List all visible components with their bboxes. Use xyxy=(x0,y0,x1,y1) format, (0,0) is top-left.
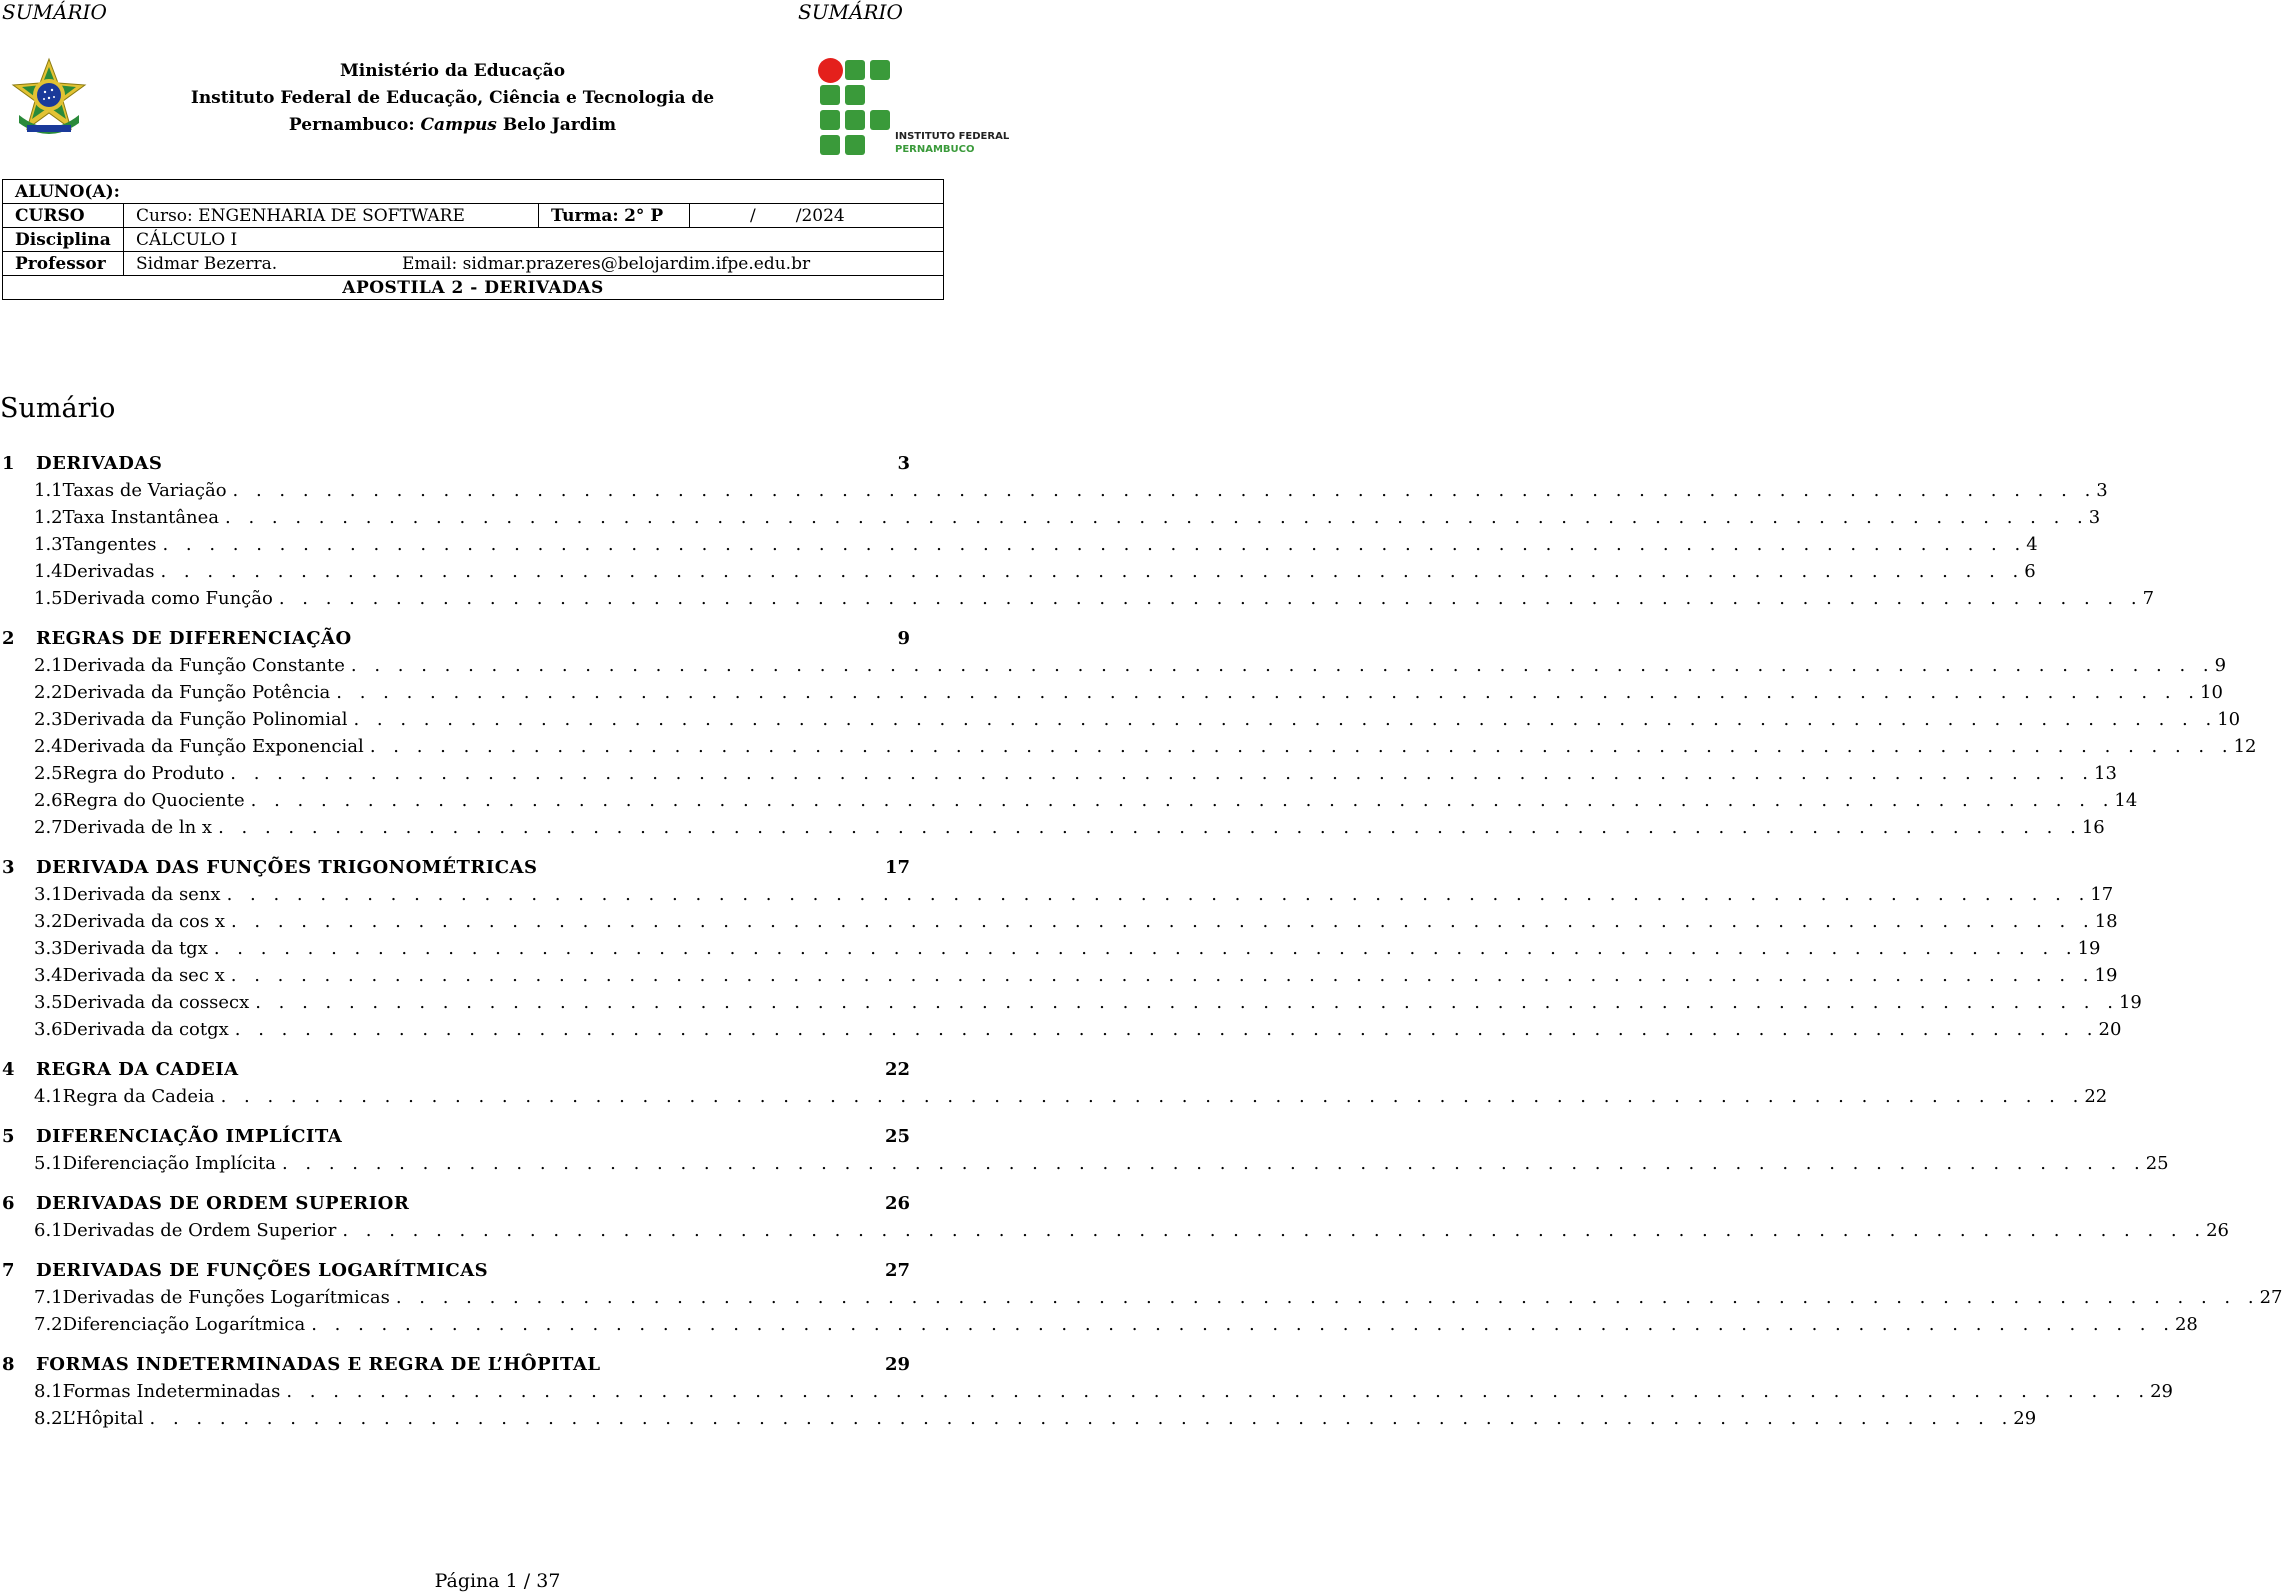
toc-leader-dots: . . . . . . . . . . . . . . . . . . . . . . . . . . . . . . . . . . . . . . . . . . . . . . . . . . . . . . . . . . . . . . . . . . . . . . . . . . . . . . . . xyxy=(250,790,2115,811)
toc-subsection-page: 10 xyxy=(2217,709,2241,730)
running-header-right: SUMÁRIO xyxy=(798,0,903,24)
institution-line2: Instituto Federal de Educação, Ciência e Tecnologia de xyxy=(190,88,715,108)
toc-section[interactable] xyxy=(0,625,910,652)
toc-subsection-number: 1.2 xyxy=(34,507,63,528)
toc-leader-dots: . . . . . . . . . . . . . . . . . . . . . . . . . . . . . . . . . . . . . . . . . . . . . . . . . . . . . . . . . . . . . . . . . . . . . . . . . . . . . . . . xyxy=(160,561,2025,582)
toc-subsection[interactable] xyxy=(0,679,2223,706)
toc-subsection-number: 2.3 xyxy=(34,709,63,730)
logo-text-instituto: INSTITUTO FEDERAL xyxy=(895,131,1010,142)
toc-leader-dots: . . . . . . . . . . . . . . . . . . . . . . . . . . . . . . . . . . . . . . . . . . . . . . . . . . . . . . . . . . . . . . . . . . . . . . . . . . . . . . . . xyxy=(278,588,2143,609)
professor-row xyxy=(3,252,944,276)
toc-leader-dots: . . . . . . . . . . . . . . . . . . . . . . . . . . . . . . . . . . . . . . . . . . . . . . . . . . . . . . . . . . . . . . . . . . . . . . . . . . . . . . . . xyxy=(232,480,2097,501)
toc-section-title: DERIVADAS xyxy=(36,453,163,474)
toc-section-title: FORMAS INDETERMINADAS E REGRA DE L’HÔPITAL xyxy=(36,1354,601,1375)
toc-subsection[interactable] xyxy=(0,504,2101,531)
toc-section-page: 9 xyxy=(897,628,910,649)
running-header-left: SUMÁRIO xyxy=(2,0,107,24)
toc-subsection-page: 26 xyxy=(2206,1220,2229,1241)
toc-subsection-title: Derivada da cossecx xyxy=(62,992,250,1013)
toc-section[interactable] xyxy=(0,1190,910,1217)
toc-title: Sumário xyxy=(0,393,116,424)
toc-subsection-number: 3.2 xyxy=(34,911,63,932)
toc-subsection[interactable] xyxy=(0,706,2241,733)
toc-subsection-number: 1.4 xyxy=(34,561,63,582)
ifpe-logo xyxy=(818,58,1010,158)
toc-subsection-title: Derivada da Função Polinomial xyxy=(62,709,348,730)
logo-red-dot-icon xyxy=(818,58,843,83)
toc-subsection-page: 29 xyxy=(2013,1408,2037,1429)
toc-subsection-page: 6 xyxy=(2024,561,2036,582)
apostila-row xyxy=(3,276,944,300)
toc-subsection-page: 7 xyxy=(2142,588,2155,609)
toc-subsection-page: 20 xyxy=(2098,1019,2122,1040)
toc-subsection-number: 1.1 xyxy=(34,480,63,501)
toc-subsection[interactable] xyxy=(0,881,2114,908)
toc-section-page: 26 xyxy=(884,1193,910,1214)
toc-subsection-number: 2.7 xyxy=(34,817,63,838)
curso-label: CURSO xyxy=(3,204,124,228)
toc-section[interactable] xyxy=(0,854,910,881)
toc-subsection[interactable] xyxy=(0,1016,2122,1043)
toc-subsection-page: 3 xyxy=(2096,480,2108,501)
toc-leader-dots: . . . . . . . . . . . . . . . . . . . . . . . . . . . . . . . . . . . . . . . . . . . . . . . . . . . . . . . . . . . . . . . . . . . . . . . . . . . . . . . . xyxy=(369,736,2234,757)
toc-leader-dots: . . . . . . . . . . . . . . . . . . . . . . . . . . . . . . . . . . . . . . . . . . . . . . . . . . . . . . . . . . . . . . . . . . . . . . . . . . . . . . . . xyxy=(218,817,2082,838)
toc-subsection[interactable] xyxy=(0,652,2227,679)
toc-subsection-title: Derivada da Função Exponencial xyxy=(62,736,364,757)
toc-section-page: 27 xyxy=(884,1260,910,1281)
toc-subsection-number: 2.2 xyxy=(34,682,63,703)
toc-subsection-title: L’Hôpital xyxy=(62,1408,144,1429)
toc-leader-dots: . . . . . . . . . . . . . . . . . . . . . . . . . . . . . . . . . . . . . . . . . . . . . . . . . . . . . . . . . . . . . . . . . . . . . . . . . . . . . . . . xyxy=(395,1287,2260,1308)
toc-section-page: 25 xyxy=(884,1126,910,1147)
toc-leader-dots: . . . . . . . . . . . . . . . . . . . . . . . . . . . . . . . . . . . . . . . . . . . . . . . . . . . . . . . . . . . . . . . . . . . . . . . . . . . . . . . . xyxy=(230,911,2095,932)
toc-section-title: DERIVADAS DE ORDEM SUPERIOR xyxy=(36,1193,410,1214)
toc-subsection[interactable] xyxy=(0,935,2101,962)
toc-subsection-number: 1.5 xyxy=(34,588,63,609)
toc-subsection-page: 13 xyxy=(2094,763,2117,784)
toc-section-title: DERIVADA DAS FUNÇÕES TRIGONOMÉTRICAS xyxy=(36,857,538,878)
toc-subsection[interactable] xyxy=(0,733,2257,760)
toc-subsection[interactable] xyxy=(0,1217,2229,1244)
toc-subsection[interactable] xyxy=(0,477,2108,504)
toc-leader-dots: . . . . . . . . . . . . . . . . . . . . . . . . . . . . . . . . . . . . . . . . . . . . . . . . . . . . . . . . . . . . . . . . . . . . . . . . . . . . . . . . xyxy=(286,1381,2151,1402)
toc-leader-dots: . . . . . . . . . . . . . . . . . . . . . . . . . . . . . . . . . . . . . . . . . . . . . . . . . . . . . . . . . . . . . . . . . . . . . . . . . . . . . . . . xyxy=(342,1220,2207,1241)
toc-leader-dots: . . . . . . . . . . . . . . . . . . . . . . . . . . . . . . . . . . . . . . . . . . . . . . . . . . . . . . . . . . . . . . . . . . . . . . . . . . . . . . . . xyxy=(350,655,2215,676)
turma-cell: Turma: 2° P xyxy=(539,204,690,228)
toc-section-page: 3 xyxy=(897,453,910,474)
toc-section-number: 2 xyxy=(2,628,15,649)
curso-value: Curso: ENGENHARIA DE SOFTWARE xyxy=(124,204,539,228)
toc-subsection-page: 22 xyxy=(2084,1086,2108,1107)
toc-section-number: 4 xyxy=(2,1059,15,1080)
toc-leader-dots: . . . . . . . . . . . . . . . . . . . . . . . . . . . . . . . . . . . . . . . . . . . . . . . . . . . . . . . . . . . . . . . . . . . . . . . . . . . . . . . . xyxy=(336,682,2200,703)
toc-subsection[interactable] xyxy=(0,908,2118,935)
toc-subsection-page: 25 xyxy=(2145,1153,2169,1174)
toc-subsection-title: Derivada da senx xyxy=(62,884,221,905)
toc-subsection-title: Taxas de Variação xyxy=(62,480,227,501)
disciplina-label: Disciplina xyxy=(3,228,124,252)
disciplina-row xyxy=(3,228,944,252)
toc-subsection-number: 8.1 xyxy=(34,1381,63,1402)
toc-section[interactable] xyxy=(0,1123,910,1150)
toc-subsection-title: Derivada como Função xyxy=(62,588,273,609)
toc-leader-dots: . . . . . . . . . . . . . . . . . . . . . . . . . . . . . . . . . . . . . . . . . . . . . . . . . . . . . . . . . . . . . . . . . . . . . . . . . . . . . . . . xyxy=(234,1019,2099,1040)
toc-subsection-page: 19 xyxy=(2077,938,2101,959)
toc-subsection-number: 8.2 xyxy=(34,1408,63,1429)
toc-subsection-number: 5.1 xyxy=(34,1153,63,1174)
institution-line3: Pernambuco: Campus Belo Jardim xyxy=(288,115,617,135)
disciplina-value: CÁLCULO I xyxy=(124,228,944,252)
toc-subsection[interactable] xyxy=(0,989,2142,1016)
toc-section-number: 6 xyxy=(2,1193,15,1214)
toc-subsection-number: 3.6 xyxy=(34,1019,63,1040)
toc-subsection-title: Derivadas de Funções Logarítmicas xyxy=(62,1287,390,1308)
toc-section-page: 22 xyxy=(884,1059,910,1080)
toc-subsection[interactable] xyxy=(0,1378,2174,1405)
toc-subsection-page: 28 xyxy=(2174,1314,2198,1335)
toc-subsection-number: 3.1 xyxy=(34,884,63,905)
toc-leader-dots: . . . . . . . . . . . . . . . . . . . . . . . . . . . . . . . . . . . . . . . . . . . . . . . . . . . . . . . . . . . . . . . . . . . . . . . . . . . . . . . . xyxy=(226,884,2091,905)
toc-subsection-page: 12 xyxy=(2233,736,2257,757)
toc-leader-dots: . . . . . . . . . . . . . . . . . . . . . . . . . . . . . . . . . . . . . . . . . . . . . . . . . . . . . . . . . . . . . . . . . . . . . . . . . . . . . . . . xyxy=(230,965,2095,986)
toc-section-number: 5 xyxy=(2,1126,15,1147)
toc-section-title: REGRAS DE DIFERENCIAÇÃO xyxy=(36,628,352,649)
toc-section-number: 1 xyxy=(2,453,15,474)
toc-subsection[interactable] xyxy=(0,1311,2198,1338)
toc-subsection-number: 7.1 xyxy=(34,1287,63,1308)
toc-section-number: 7 xyxy=(2,1260,15,1281)
toc-subsection-number: 3.4 xyxy=(34,965,63,986)
toc-leader-dots: . . . . . . . . . . . . . . . . . . . . . . . . . . . . . . . . . . . . . . . . . . . . . . . . . . . . . . . . . . . . . . . . . . . . . . . . . . . . . . . . xyxy=(255,992,2119,1013)
toc-subsection-page: 19 xyxy=(2118,992,2142,1013)
toc-leader-dots: . . . . . . . . . . . . . . . . . . . . . . . . . . . . . . . . . . . . . . . . . . . . . . . . . . . . . . . . . . . . . . . . . . . . . . . . . . . . . . . . xyxy=(311,1314,2175,1335)
toc-subsection[interactable] xyxy=(0,1284,2282,1311)
toc-subsection-page: 4 xyxy=(2026,534,2038,555)
toc-section[interactable] xyxy=(0,1056,910,1083)
toc-subsection-title: Derivada da Função Constante xyxy=(62,655,345,676)
toc-subsection-page: 17 xyxy=(2090,884,2114,905)
toc-subsection[interactable] xyxy=(0,558,2036,585)
institution-line1: Ministério da Educação xyxy=(339,61,566,81)
page-footer: Página 1 / 37 xyxy=(434,1570,561,1592)
date-cell: / /2024 xyxy=(690,204,944,228)
toc-section-page: 17 xyxy=(884,857,910,878)
apostila-title: APOSTILA 2 - DERIVADAS xyxy=(3,276,944,300)
toc-section-number: 8 xyxy=(2,1354,15,1375)
toc-leader-dots: . . . . . . . . . . . . . . . . . . . . . . . . . . . . . . . . . . . . . . . . . . . . . . . . . . . . . . . . . . . . . . . . . . . . . . . . . . . . . . . . xyxy=(353,709,2218,730)
toc-subsection-title: Derivada da cos x xyxy=(62,911,225,932)
toc-subsection-title: Derivada da tgx xyxy=(62,938,208,959)
toc-subsection[interactable] xyxy=(0,1083,2108,1110)
toc-leader-dots: . . . . . . . . . . . . . . . . . . . . . . . . . . . . . . . . . . . . . . . . . . . . . . . . . . . . . . . . . . . . . . . . . . . . . . . . . . . . . . . . xyxy=(162,534,2027,555)
toc-subsection-page: 18 xyxy=(2094,911,2118,932)
toc-subsection-number: 3.5 xyxy=(34,992,63,1013)
toc-section-title: DIFERENCIAÇÃO IMPLÍCITA xyxy=(36,1126,343,1147)
toc-leader-dots: . . . . . . . . . . . . . . . . . . . . . . . . . . . . . . . . . . . . . . . . . . . . . . . . . . . . . . . . . . . . . . . . . . . . . . . . . . . . . . . . xyxy=(230,763,2094,784)
student-info-table xyxy=(2,179,944,300)
toc-subsection-page: 27 xyxy=(2259,1287,2282,1308)
toc-subsection-number: 4.1 xyxy=(34,1086,63,1107)
toc-section[interactable] xyxy=(0,450,910,477)
toc-subsection-title: Diferenciação Implícita xyxy=(62,1153,276,1174)
toc-subsection-page: 10 xyxy=(2200,682,2223,703)
professor-value: Sidmar Bezerra. xyxy=(136,253,278,274)
toc-section-page: 29 xyxy=(884,1354,910,1375)
aluno-label: ALUNO(A): xyxy=(3,180,944,204)
toc-subsection-number: 2.1 xyxy=(34,655,63,676)
toc-subsection[interactable] xyxy=(0,962,2118,989)
professor-label: Professor xyxy=(3,252,124,276)
toc-subsection-number: 2.4 xyxy=(34,736,63,757)
toc-subsection-title: Diferenciação Logarítmica xyxy=(62,1314,306,1335)
toc-subsection-title: Derivada de ln x xyxy=(62,817,213,838)
toc-subsection-title: Derivada da sec x xyxy=(62,965,225,986)
toc-leader-dots: . . . . . . . . . . . . . . . . . . . . . . . . . . . . . . . . . . . . . . . . . . . . . . . . . . . . . . . . . . . . . . . . . . . . . . . . . . . . . . . . xyxy=(225,507,2089,528)
toc-leader-dots: . . . . . . . . . . . . . . . . . . . . . . . . . . . . . . . . . . . . . . . . . . . . . . . . . . . . . . . . . . . . . . . . . . . . . . . . . . . . . . . . xyxy=(149,1408,2014,1429)
toc-subsection-title: Tangentes xyxy=(62,534,157,555)
toc-subsection-number: 2.5 xyxy=(34,763,63,784)
toc-subsection-number: 2.6 xyxy=(34,790,63,811)
toc-section[interactable] xyxy=(0,1351,910,1378)
toc-subsection-title: Formas Indeterminadas xyxy=(62,1381,281,1402)
professor-email: Email: sidmar.prazeres@belojardim.ifpe.edu.br xyxy=(402,253,811,274)
toc-subsection-title: Derivada da cotgx xyxy=(62,1019,229,1040)
toc-subsection-page: 19 xyxy=(2094,965,2118,986)
curso-row xyxy=(3,204,944,228)
toc-subsection-title: Derivada da Função Potência xyxy=(62,682,331,703)
toc-subsection[interactable] xyxy=(0,787,2138,814)
toc-subsection-number: 6.1 xyxy=(34,1220,63,1241)
toc-leader-dots: . . . . . . . . . . . . . . . . . . . . . . . . . . . . . . . . . . . . . . . . . . . . . . . . . . . . . . . . . . . . . . . . . . . . . . . . . . . . . . . . xyxy=(213,938,2078,959)
toc-section-title: DERIVADAS DE FUNÇÕES LOGARÍTMICAS xyxy=(36,1260,489,1281)
toc-subsection-title: Regra do Produto xyxy=(62,763,225,784)
toc-subsection-title: Regra da Cadeia xyxy=(62,1086,215,1107)
toc-leader-dots: . . . . . . . . . . . . . . . . . . . . . . . . . . . . . . . . . . . . . . . . . . . . . . . . . . . . . . . . . . . . . . . . . . . . . . . . . . . . . . . . xyxy=(281,1153,2146,1174)
toc-subsection-title: Derivadas de Ordem Superior xyxy=(62,1220,337,1241)
toc-subsection-number: 3.3 xyxy=(34,938,63,959)
toc-subsection[interactable] xyxy=(0,760,2117,787)
table-of-contents xyxy=(0,450,2282,1432)
toc-subsection-title: Regra do Quociente xyxy=(62,790,245,811)
toc-subsection[interactable] xyxy=(0,1405,2037,1432)
institution-header xyxy=(0,58,905,139)
toc-subsection[interactable] xyxy=(0,1150,2169,1177)
toc-subsection[interactable] xyxy=(0,531,2038,558)
aluno-row xyxy=(3,180,944,204)
toc-section[interactable] xyxy=(0,1257,910,1284)
toc-subsection-number: 1.3 xyxy=(34,534,63,555)
logo-text-pernambuco: PERNAMBUCO xyxy=(895,144,975,155)
toc-subsection[interactable] xyxy=(0,585,2155,612)
toc-subsection-page: 14 xyxy=(2114,790,2138,811)
toc-subsection-page: 29 xyxy=(2150,1381,2174,1402)
toc-section-number: 3 xyxy=(2,857,15,878)
toc-leader-dots: . . . . . . . . . . . . . . . . . . . . . . . . . . . . . . . . . . . . . . . . . . . . . . . . . . . . . . . . . . . . . . . . . . . . . . . . . . . . . . . . xyxy=(220,1086,2085,1107)
toc-subsection-page: 3 xyxy=(2088,507,2101,528)
toc-subsection-number: 7.2 xyxy=(34,1314,63,1335)
toc-subsection-page: 9 xyxy=(2214,655,2227,676)
toc-subsection[interactable] xyxy=(0,814,2105,841)
toc-subsection-page: 16 xyxy=(2081,817,2105,838)
professor-cell xyxy=(124,252,944,276)
toc-section-title: REGRA DA CADEIA xyxy=(36,1059,239,1080)
toc-subsection-title: Taxa Instantânea xyxy=(62,507,220,528)
toc-subsection-title: Derivadas xyxy=(62,561,155,582)
